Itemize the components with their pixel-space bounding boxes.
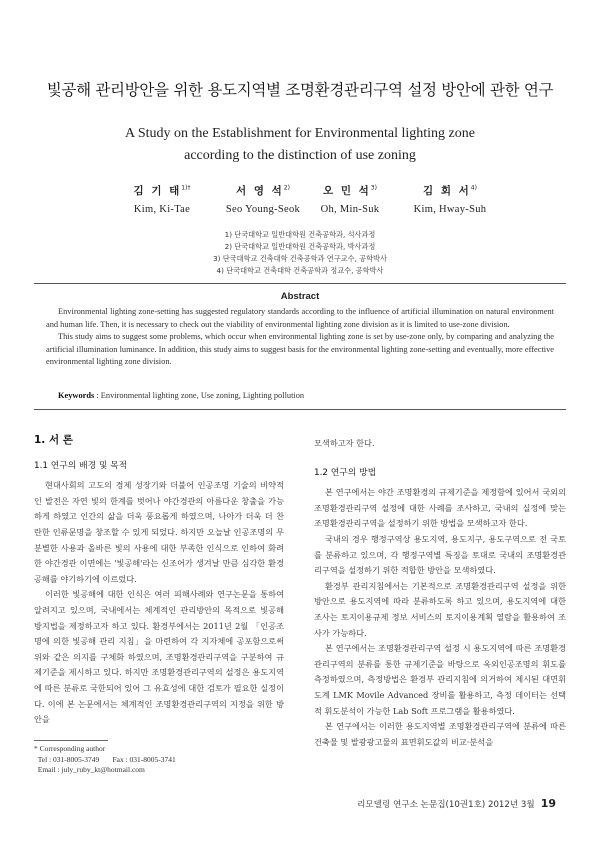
body-paragraph: 본 연구에서는 야간 조명환경의 규제기준을 제정함에 있어서 국외의 조명환경관리구역 설정에 대한 사례를 조사하고, 국내의 실정에 맞는 조명환경관리구역을 설정하기 위한 방법을 모색하고자 한다. — [314, 487, 566, 529]
author-2-name-en: Seo Young-Seok — [225, 204, 301, 215]
abstract-body — [46, 306, 554, 369]
footnote-tel: Tel : 031-8005-3749 — [37, 754, 100, 764]
body-paragraph: 본 연구에서는 이러한 용도지역별 조명환경관리구역에 분류에 따른 건축물 및 발광광고물의 표면휘도값의 비교·분석을 — [314, 721, 566, 747]
body-paragraph: 이러한 빛공해에 대한 인식은 여러 피해사례와 연구논문을 통하여 알려지고 있으며, 국내에서는 체계적인 관리방안의 목적으로 빛공해 방지법을 제정하고자 하고 있다. 환경부에서는 2011년 2월 「인공조명에 의한 빛공해 관리 지침」을 마련하여 각 지자체에 공포함으로써 위와 같은 의지를 구체화 하였으며, 조명환경관리구역을 구분하여 규제기준을 제시하고 있다. 하지만 조명환경관리구역의 설정은 용도지역에 따른 분류로 국한되어 있어 그 유효성에 대한 검토가 필요한 실정이다. 이에 본 논문에서는 체계적인 조명환경관리구역의 지정을 위한 방안을 — [34, 589, 284, 725]
page-number: 19 — [540, 797, 556, 810]
paper-title-english-line1: A Study on the Establishment for Environmental lighting zone — [125, 126, 475, 141]
paper-title-english-line2: according to the distinction of use zoning — [184, 148, 416, 163]
author-4-name-en: Kim, Hway-Suh — [413, 204, 487, 215]
paper-title-korean: 빛공해 관리방안을 위한 용도지역별 조명환경관리구역 설정 방안에 관한 연구 — [46, 81, 554, 99]
keywords — [58, 391, 304, 400]
abstract-paragraph: Environmental lighting zone-setting has suggested regulatory standards according to the influence of artificial illumination on natural environment and human life. Then, it is necessary to check out the viability of environmental lighting zone division as it is limited to use-zone division. — [46, 307, 554, 329]
footnote-label: * Corresponding author — [34, 744, 106, 753]
body-paragraph: 본 연구에서는 조명환경관리구역 설정 시 용도지역에 따른 조명환경관리구역의 분류를 통한 규제기준을 바탕으로 옥외인공조명의 휘도를 측정하였으며, 측정방법은 환경부 관리지침에 의거하여 제시된 대면휘도계 LMK Movile Advanced 장비를 활용하고, 측정 데이터는 선택적 휘도분석이 가능한 Lab Soft 프로그램을 활용하였다. — [314, 643, 566, 716]
abstract-heading: Abstract — [280, 291, 320, 302]
subsection-heading-background: 1.1 연구의 배경 및 목적 — [34, 460, 128, 471]
subsection-heading-method: 1.2 연구의 방법 — [314, 467, 377, 478]
journal-name: 리모델링 연구소 논문집(10권1호) 2012년 3월 — [357, 800, 535, 810]
author-1-name-ko: 김 기 태$^{1)\dagger}$ — [133, 184, 191, 197]
body-paragraph: 환경부 관리지침에서는 기본적으로 조명환경관리구역 설정을 위한 방안으로 용도지역에 따라 분류하도록 하고 있으며, 용도지역에 대한 조사는 토지이용규제 정보 서비스의 토지이용계획 열람을 활용하여 조사가 가능하다. — [314, 580, 566, 638]
author-1-name-en: Kim, Ki-Tae — [133, 204, 191, 215]
author-3 — [300, 183, 400, 215]
footnote-rule — [34, 740, 108, 741]
author-4 — [390, 183, 510, 215]
footnote-email: Email : july_ruby_kt@hotmail.com — [37, 765, 145, 774]
author-3-name-ko: 오 민 석$^{3)}$ — [323, 184, 377, 197]
footnote-contact — [34, 755, 176, 766]
abstract-top-rule — [34, 283, 566, 284]
author-3-name-en: Oh, Min-Suk — [320, 204, 380, 215]
affiliation-1: 1) 단국대학교 일반대학원 건축공학과, 석사과정 — [224, 230, 376, 239]
left-column — [34, 433, 284, 728]
continued-text: 모색하고자 한다. — [314, 438, 375, 448]
author-4-name-ko: 김 회 서$^{4)}$ — [423, 184, 477, 197]
footnote-fax: Fax : 031-8005-3741 — [112, 754, 176, 764]
body-paragraph: 국내의 경우 행정구역상 용도지역, 용도지구, 용도구역으로 전 국토를 분류하고 있으며, 각 행정구역별 특징을 토대로 국내의 조명환경관리구역을 설정하기 위한 적합한 방안을 모색하였다. — [314, 533, 566, 576]
affiliation-3: 3) 단국대학교 건축대학 건축공학과 연구교수, 공학박사 — [213, 254, 387, 263]
keywords-list: : Environmental lighting zone, Use zoning, Lighting pollution — [94, 391, 305, 400]
footnote — [34, 744, 176, 776]
affiliation-2: 2) 단국대학교 일반대학원 건축공학과, 박사과정 — [224, 242, 376, 251]
affiliation-4: 4) 단국대학교 건축대학 건축공학과 정교수, 공학박사 — [216, 266, 384, 275]
author-2-name-ko: 서 영 석$^{2)}$ — [236, 184, 290, 197]
abstract-bottom-rule — [34, 409, 566, 410]
section-heading-introduction: 1. 서 론 — [34, 434, 73, 446]
page-footer — [357, 797, 556, 810]
author-1 — [112, 183, 212, 215]
right-column — [314, 436, 566, 750]
keywords-label: Keywords — [58, 391, 95, 400]
abstract-paragraph: This study aims to suggest some problems, which occur when environmental lighting zone is set by use-zone only, by comparing and analyzing the artificial illumination luminance. In addition, this study aims to suggest basis for the environmental lighting zone-setting and eventually, more effective environmental lighting zone division. — [46, 332, 554, 367]
body-paragraph: 현대사회의 고도의 경제 성장기와 더불어 인공조명 기술의 비약적인 발전은 자연 빛의 한계를 벗어나 야간경관의 아름다운 창출을 가능하게 하였고 인간의 삶을 더욱 풍요롭게 하였으며, 나아가 더욱 더 찬란한 인류문명을 창조할 수 있게 되었다. 하지만 오늘날 인공조명의 무분별한 사용과 올바른 빛의 사용에 대한 부족한 인식으로 인하여 화려한 야간경관 이면에는 '빛공해'라는 신조어가 생겨날 만큼 심각한 환경공해를 야기하기에 이르렀다. — [34, 480, 284, 584]
